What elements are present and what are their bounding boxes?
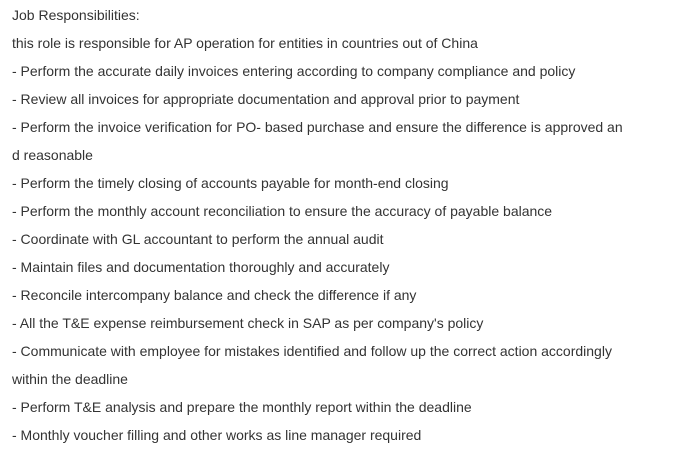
section-heading: Job Responsibilities: bbox=[12, 7, 140, 23]
responsibility-line: - Perform the accurate daily invoices entering according to company compliance and policy bbox=[12, 63, 576, 79]
responsibility-line: - Perform the invoice verification for PO- based purchase and ensure the difference is approved an bbox=[12, 119, 623, 135]
responsibility-line: - Perform the timely closing of accounts payable for month-end closing bbox=[12, 175, 449, 191]
role-intro: this role is responsible for AP operation for entities in countries out of China bbox=[12, 35, 478, 51]
responsibility-line: - Coordinate with GL accountant to perform the annual audit bbox=[12, 231, 384, 247]
responsibility-line: - Perform T&E analysis and prepare the monthly report within the deadline bbox=[12, 399, 472, 415]
responsibility-line: - Maintain files and documentation thoroughly and accurately bbox=[12, 259, 390, 275]
job-description bbox=[12, 1, 682, 449]
responsibility-line-continuation: within the deadline bbox=[12, 371, 128, 387]
responsibility-line: - All the T&E expense reimbursement check in SAP as per company's policy bbox=[12, 315, 484, 331]
responsibility-line: - Communicate with employee for mistakes identified and follow up the correct action accordingly bbox=[12, 343, 612, 359]
responsibility-line: - Review all invoices for appropriate documentation and approval prior to payment bbox=[12, 91, 520, 107]
responsibility-line-continuation: d reasonable bbox=[12, 147, 93, 163]
responsibility-line: - Monthly voucher filling and other works as line manager required bbox=[12, 427, 422, 443]
responsibility-line: - Reconcile intercompany balance and check the difference if any bbox=[12, 287, 417, 303]
responsibility-line: - Perform the monthly account reconciliation to ensure the accuracy of payable balance bbox=[12, 203, 553, 219]
